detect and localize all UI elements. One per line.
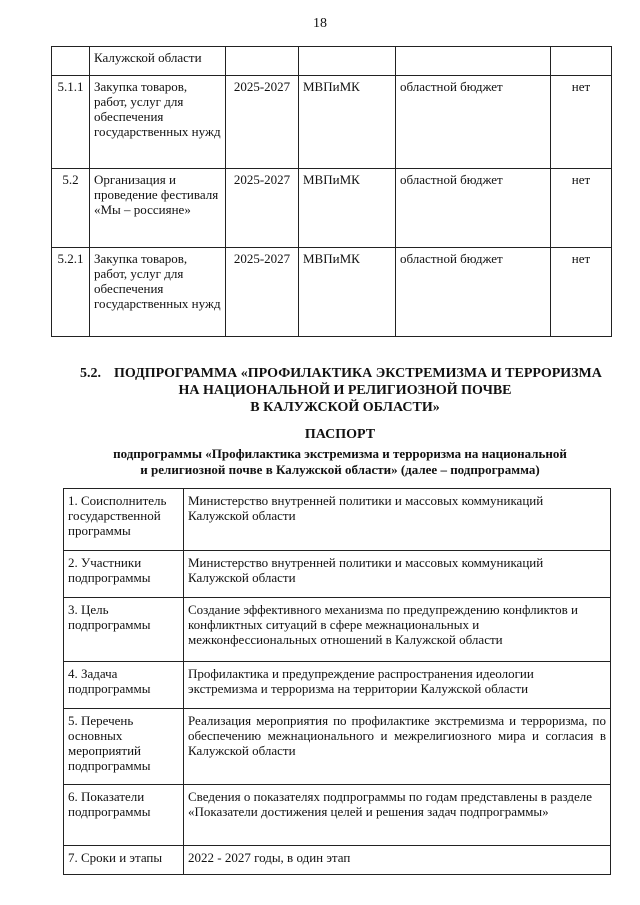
activity-code [52, 47, 90, 76]
passport-value: Реализация мероприятия по профилактике экстремизма и терроризма, по обеспечению межнационального и межрелигиозного мира и согласия в Калужской области [184, 709, 611, 785]
activity-name: Закупка товаров, работ, услуг для обеспечения государственных нужд [90, 248, 226, 337]
activity-years [226, 47, 299, 76]
table-row [64, 846, 611, 875]
table-row [64, 489, 611, 551]
passport-value: Министерство внутренней политики и массовых коммуникаций Калужской области [184, 551, 611, 598]
section-number: 5.2. [80, 366, 101, 381]
section-title-line1: ПОДПРОГРАММА «ПРОФИЛАКТИКА ЭКСТРЕМИЗМА И ТЕРРОРИЗМА [114, 366, 602, 381]
passport-value: 2022 - 2027 годы, в один этап [184, 846, 611, 875]
activities-table [51, 46, 612, 337]
activity-flag [551, 47, 612, 76]
activity-years: 2025-2027 [226, 76, 299, 169]
passport-label: 7. Сроки и этапы [64, 846, 184, 875]
activity-flag: нет [551, 248, 612, 337]
activity-source: областной бюджет [396, 76, 551, 169]
activity-executor [299, 47, 396, 76]
section-title-line2: НА НАЦИОНАЛЬНОЙ И РЕЛИГИОЗНОЙ ПОЧВЕ [178, 383, 512, 398]
table-row [52, 169, 612, 248]
passport-label: 5. Перечень основных мероприятий подпрограммы [64, 709, 184, 785]
table-row [64, 598, 611, 662]
section-heading [80, 365, 610, 416]
activity-source: областной бюджет [396, 169, 551, 248]
activity-name: Организация и проведение фестиваля «Мы – россияне» [90, 169, 226, 248]
activity-code: 5.2.1 [52, 248, 90, 337]
table-row [64, 551, 611, 598]
table-row [52, 248, 612, 337]
passport-table [63, 488, 611, 875]
passport-label: 3. Цель подпрограммы [64, 598, 184, 662]
activity-executor: МВПиМК [299, 248, 396, 337]
table-row [64, 662, 611, 709]
activity-name: Закупка товаров, работ, услуг для обеспечения государственных нужд [90, 76, 226, 169]
table-row [64, 785, 611, 846]
activity-name: Калужской области [90, 47, 226, 76]
page-number: 18 [313, 16, 327, 31]
passport-value: Министерство внутренней политики и массовых коммуникаций Калужской области [184, 489, 611, 551]
activity-flag: нет [551, 76, 612, 169]
activity-executor: МВПиМК [299, 76, 396, 169]
activity-years: 2025-2027 [226, 169, 299, 248]
activity-source [396, 47, 551, 76]
passport-label: 4. Задача подпрограммы [64, 662, 184, 709]
table-row [52, 47, 612, 76]
passport-value: Профилактика и предупреждение распространения идеологии экстремизма и терроризма на территории Калужской области [184, 662, 611, 709]
passport-value: Сведения о показателях подпрограммы по годам представлены в разделе «Показатели достижения целей и решения задач подпрограммы» [184, 785, 611, 846]
passport-label: 1. Соисполнитель государственной программы [64, 489, 184, 551]
passport-title: ПАСПОРТ [304, 427, 376, 442]
activity-executor: МВПиМК [299, 169, 396, 248]
activity-code: 5.1.1 [52, 76, 90, 169]
table-row [52, 76, 612, 169]
passport-subtitle-line2: и религиозной почве в Калужской области» (далее – подпрограмма) [140, 462, 540, 477]
passport-value: Создание эффективного механизма по предупреждению конфликтов и конфликтных ситуаций в сфере межнациональных и межконфессиональных отношений в Калужской области [184, 598, 611, 662]
passport-label: 2. Участники подпрограммы [64, 551, 184, 598]
activity-years: 2025-2027 [226, 248, 299, 337]
activity-source: областной бюджет [396, 248, 551, 337]
activity-flag: нет [551, 169, 612, 248]
section-title-line3: В КАЛУЖСКОЙ ОБЛАСТИ» [250, 400, 440, 415]
passport-subtitle [60, 446, 620, 478]
passport-subtitle-line1: подпрограммы «Профилактика экстремизма и терроризма на национальной [113, 446, 567, 461]
activity-code: 5.2 [52, 169, 90, 248]
table-row [64, 709, 611, 785]
passport-label: 6. Показатели подпрограммы [64, 785, 184, 846]
